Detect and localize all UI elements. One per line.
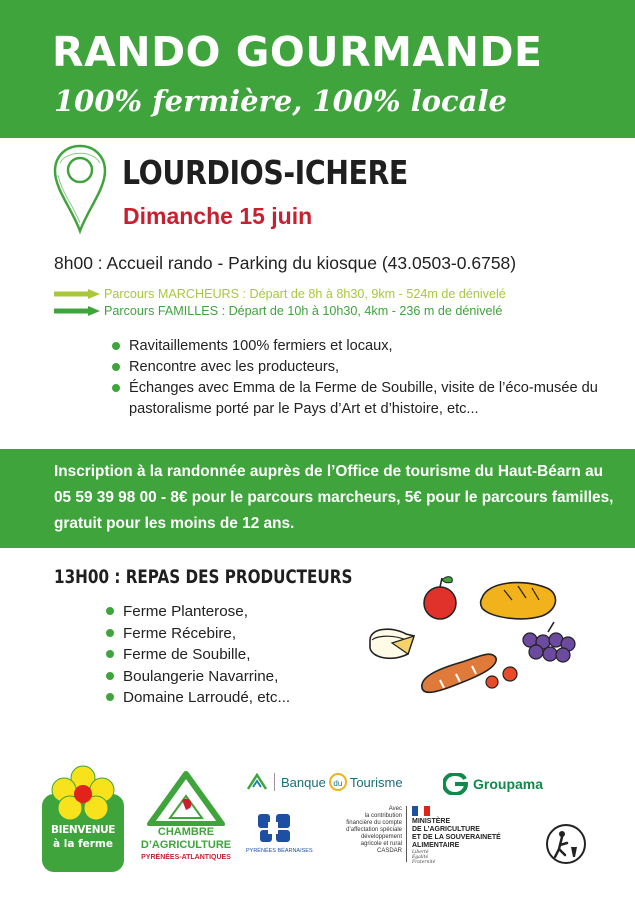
groupama-logo: [443, 773, 563, 795]
apple-icon: [424, 577, 456, 619]
ministere-text: MINISTÈRE DE L’AGRICULTURE ET DE LA SOUVERAINETÉ ALIMENTAIRE: [412, 818, 501, 849]
banque-left: Banque: [281, 774, 326, 790]
grapes-icon: [523, 622, 575, 662]
casdar-text: Avec la contribution financière du compte d’affectation spéciale développement agricole et rural CASDAR: [346, 806, 402, 854]
producers-list: [106, 601, 346, 709]
route-walkers-label: Parcours MARCHEURS : Départ de 8h à 8h30, 9km - 524m de dénivelé: [104, 287, 506, 301]
banque-du: du: [329, 773, 347, 791]
list-item: Domaine Larroudé, etc...: [106, 687, 346, 709]
list-item: Échanges avec Emma de la Ferme de Soubille, visite de l’éco-musée du pastoralisme porté par le Pays d’Art et d’histoire, etc...: [112, 378, 602, 420]
list-item: Ferme Planterose,: [106, 601, 346, 623]
highlights-list: [112, 336, 602, 420]
route-families: [54, 302, 502, 320]
groupama-label: Groupama: [473, 776, 544, 792]
event-town: LOURDIOS-ICHERE: [122, 153, 408, 192]
list-item: Ferme Récebire,: [106, 623, 346, 645]
lunch-title: 13H00 : REPAS DES PRODUCTEURS: [54, 566, 353, 588]
bienvenue-a-la-ferme-logo: [40, 764, 126, 874]
bullet-icon: [112, 363, 120, 371]
registration-text: Inscription à la randonnée auprès de l’Office de tourisme du Haut-Béarn au 05 59 39 98 00 - 8€ pour le parcours marcheurs, 5€ pour le parcours familles, gratuit pour les moins de 12 ans.: [54, 463, 614, 532]
bullet-icon: [112, 384, 120, 392]
flower-icon: [40, 764, 126, 874]
welcome-info: 8h00 : Accueil rando - Parking du kiosque (43.0503-0.6758): [54, 253, 517, 273]
chambre-emblem-icon: [136, 770, 236, 826]
bullet-icon: [106, 693, 114, 701]
chambre-agriculture-logo: [136, 770, 236, 866]
chambre-line2: D’AGRICULTURE: [140, 839, 232, 851]
pyrenees-label: PYRÉNÉES BÉARNAISES: [246, 848, 313, 854]
divider: [406, 806, 407, 862]
list-item: Ravitaillements 100% fermiers et locaux,: [112, 336, 602, 357]
bienvenue-line2: à la ferme: [52, 838, 113, 850]
bullet-icon: [106, 607, 114, 615]
chambre-line1: CHAMBRE: [157, 826, 215, 838]
credit-agricole-icon: [246, 773, 268, 791]
list-item: Boulangerie Navarrine,: [106, 666, 346, 688]
bullet-icon: [106, 650, 114, 658]
marianne-flag-icon: [412, 806, 430, 816]
devise-text: Liberté Égalité Fraternité: [412, 850, 436, 865]
pyrenees-emblem-icon: [246, 812, 326, 844]
bienvenue-line1: BIENVENUE: [50, 824, 116, 836]
chambre-line3: PYRÉNÉES-ATLANTIQUES: [141, 854, 231, 861]
page-subtitle: 100% fermière, 100% locale: [54, 84, 507, 118]
arrow-right-icon: [54, 288, 102, 300]
divider: [274, 773, 275, 791]
bullet-icon: [106, 629, 114, 637]
list-item: Rencontre avec les producteurs,: [112, 357, 602, 378]
arrow-right-icon: [54, 305, 102, 317]
groupama-icon: [443, 773, 469, 795]
list-item: Ferme de Soubille,: [106, 644, 346, 666]
route-families-label: Parcours FAMILLES : Départ de 10h à 10h30, 4km - 236 m de dénivelé: [104, 304, 503, 318]
casdar-ministere-logo: [330, 806, 505, 866]
route-walkers: [54, 285, 506, 303]
location-pin-icon: [52, 143, 108, 235]
food-illustration: [362, 570, 577, 700]
recycle-tidyman-icon: [545, 823, 587, 865]
cheese-icon: [370, 629, 414, 658]
page-title: RANDO GOURMANDE: [52, 28, 543, 76]
bullet-icon: [112, 342, 120, 350]
bullet-icon: [106, 672, 114, 680]
banque-right: Tourisme: [349, 774, 403, 790]
sausage-icon: [422, 654, 517, 692]
event-date: Dimanche 15 juin: [123, 203, 313, 229]
bread-icon: [481, 583, 556, 619]
pyrenees-bearnaises-logo: [246, 812, 326, 860]
banque-du-tourisme-logo: [246, 771, 421, 793]
